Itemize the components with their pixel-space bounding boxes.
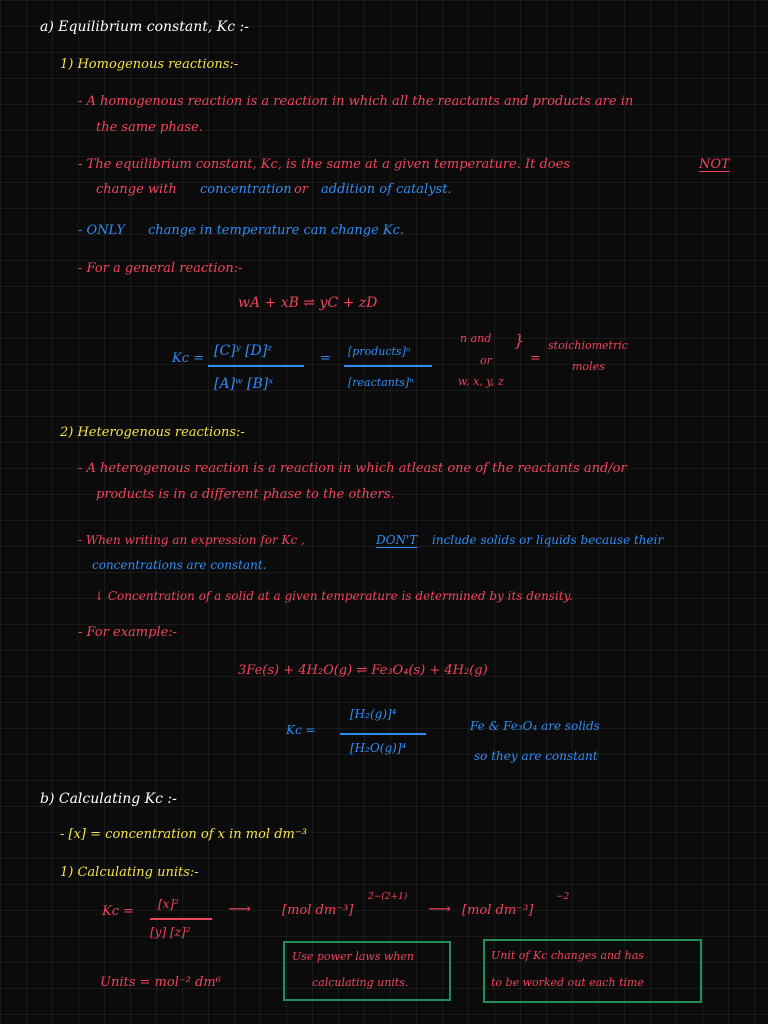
note-moles: moles [572, 360, 605, 373]
note-or: or [480, 354, 492, 367]
homogenous-heading: 1) Homogenous reactions:- [60, 57, 239, 72]
homogenous-definition-line1: - A homogenous reaction is a reaction in which all the reactants and products are in [78, 94, 634, 109]
products-fraction-bar [344, 365, 432, 367]
power-laws-note-line1: Use power laws when [292, 950, 414, 963]
kc-unit-note-line1: Unit of Kc changes and has [491, 949, 644, 962]
solids-note-line1: Fe & Fe₃O₄ are solids [470, 719, 600, 733]
temperature-note: change in temperature can change Kc. [148, 223, 405, 238]
arrow-to-result: ⟶ [428, 899, 451, 918]
note-stoichiometric: stoichiometric [548, 339, 628, 352]
mid-units-exponent: 2−(2+1) [368, 892, 408, 902]
not-emphasis: NOT [699, 157, 730, 172]
mid-units-base: [mol dm⁻³] [282, 903, 354, 918]
concentration-definition: - [x] = concentration of x in mol dm⁻³ [60, 827, 307, 842]
kc-example-numerator: [H₂(g)]⁴ [350, 707, 397, 721]
general-reaction-equation: wA + xB ⇌ yC + zD [238, 295, 378, 311]
kc-label-example: Kc = [286, 723, 316, 737]
section-b-title: b) Calculating Kc :- [40, 791, 177, 807]
kc-units-label: Kc = [102, 904, 135, 919]
kc-units-denominator: [y] [z]² [150, 925, 191, 939]
kc-fraction-bar [208, 365, 304, 367]
kc-units-numerator: [x]² [158, 897, 179, 911]
kc-constant-line1: - The equilibrium constant, Kc, is the same at a given temperature. It does [78, 157, 570, 172]
iron-steam-reaction: 3Fe(s) + 4H₂O(g) ⇌ Fe₃O₄(s) + 4H₂(g) [238, 663, 488, 678]
section-a-title: a) Equilibrium constant, Kc :- [40, 19, 249, 35]
writing-expression-end: include solids or liquids because their [432, 533, 664, 547]
power-laws-note-line2: calculating units. [312, 976, 409, 989]
concentrations-constant: concentrations are constant. [92, 558, 267, 572]
kc-denominator: [A]ʷ [B]ˣ [214, 376, 274, 392]
homogenous-definition-line2: the same phase. [96, 120, 203, 135]
dont-emphasis: DON'T [376, 533, 418, 547]
only-word: - ONLY [78, 223, 125, 238]
products-numerator: [products]ⁿ [348, 345, 411, 358]
heterogenous-definition-line2: products is in a different phase to the others. [96, 487, 395, 502]
heterogenous-definition-line1: - A heterogenous reaction is a reaction in which atleast one of the reactants and/or [78, 461, 627, 476]
reactants-denominator: [reactants]ⁿ [348, 376, 414, 389]
general-reaction-label: - For a general reaction:- [78, 261, 243, 276]
final-units: Units = mol⁻² dm⁶ [100, 975, 221, 990]
kc-constant-line2-start: change with [96, 182, 177, 197]
writing-expression-start: - When writing an expression for Kc , [78, 533, 305, 547]
note-equals: = [530, 351, 541, 366]
kc-numerator: [C]ʸ [D]ᶻ [214, 343, 272, 359]
kc-unit-note-line2: to be worked out each time [491, 976, 644, 989]
concentration-term: concentration [200, 182, 292, 197]
kc-label: Kc = [172, 351, 205, 366]
solids-note-line2: so they are constant [474, 749, 598, 763]
density-note: ↓ Concentration of a solid at a given temperature is determined by its density. [94, 589, 573, 603]
for-example-label: - For example:- [78, 625, 178, 640]
kc-equals: = [320, 351, 331, 366]
kc-example-denominator: [H₂O(g)]⁴ [350, 741, 407, 755]
addition-of-catalyst: addition of catalyst. [321, 182, 452, 197]
arrow-to-mid: ⟶ [228, 899, 251, 918]
kc-example-fraction-bar [340, 733, 426, 735]
note-brace: } [514, 331, 525, 350]
result-units-exponent: −2 [556, 892, 570, 902]
result-units-base: [mol dm⁻³] [462, 903, 534, 918]
or-word: or [294, 182, 309, 197]
heterogenous-heading: 2) Heterogenous reactions:- [60, 425, 245, 440]
calculating-units-heading: 1) Calculating units:- [60, 865, 199, 880]
note-wxyz: w, x, y, z [458, 375, 504, 388]
kc-units-fraction-bar [150, 918, 212, 920]
note-n-and: n and [460, 332, 492, 345]
